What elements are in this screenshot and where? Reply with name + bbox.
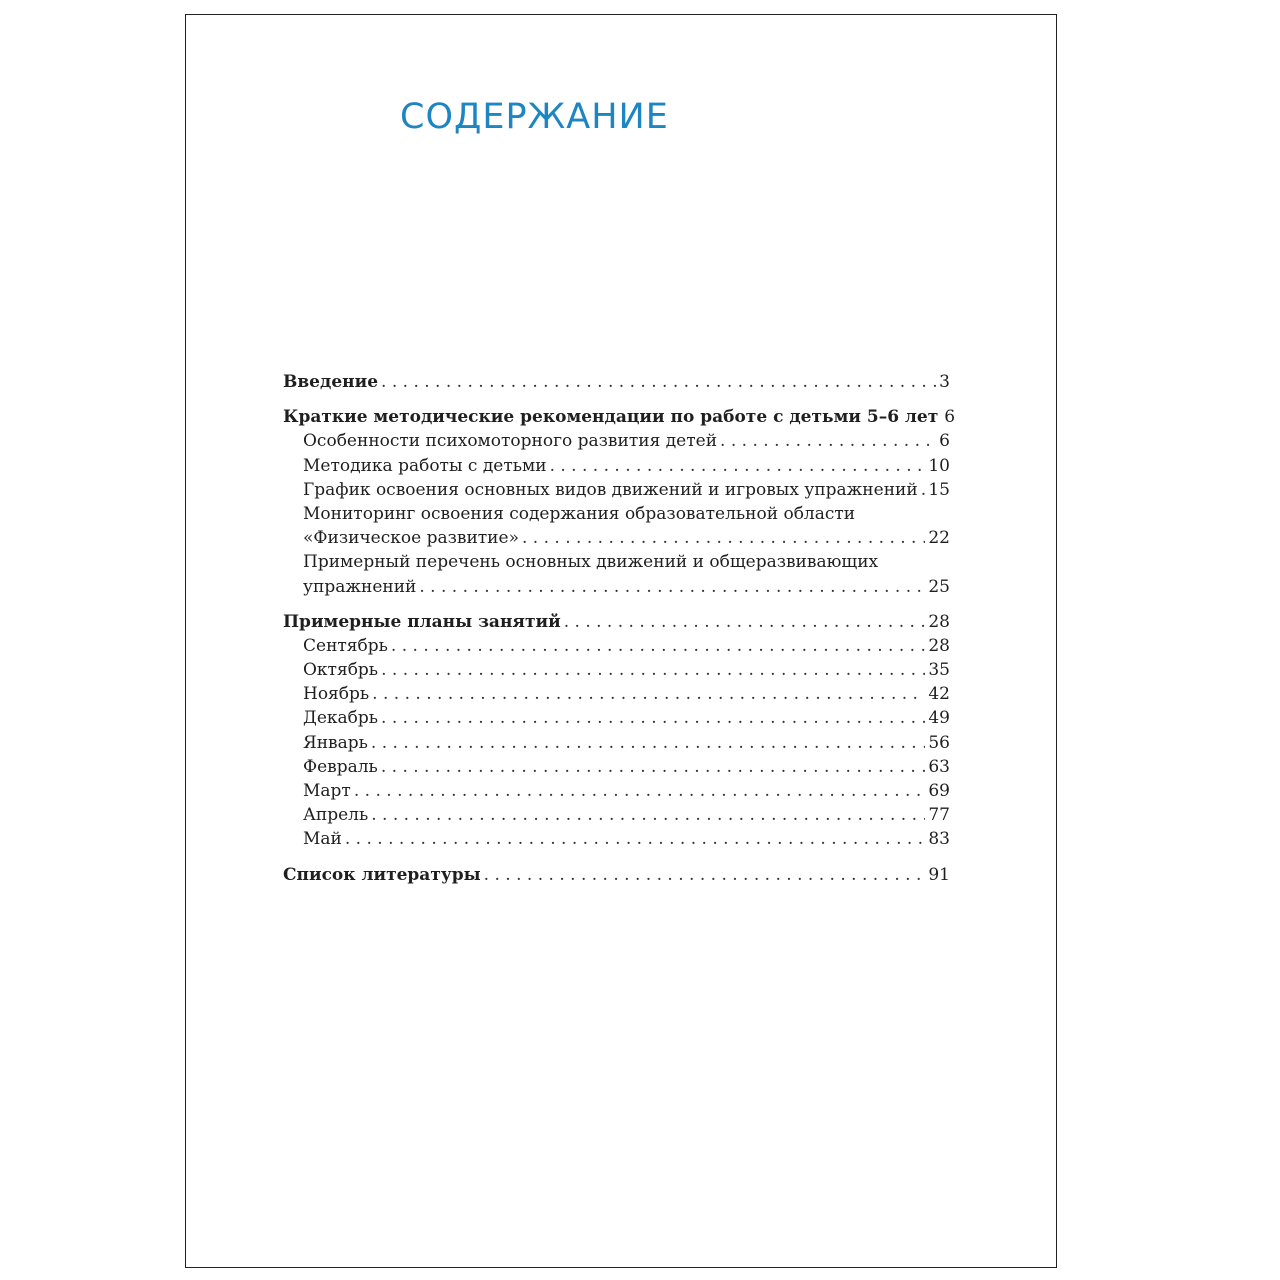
toc-entry-january[interactable] [283,731,950,755]
toc-entry-october[interactable] [283,658,950,682]
toc-entry-december[interactable] [283,706,950,730]
toc-entry-title: Особенности психомоторного развития детей [303,431,718,452]
toc-entry-may[interactable] [283,827,950,851]
toc-entry-title: Введение [283,372,379,392]
toc-entry-title: упражнений [303,576,417,597]
toc-entry-title: Примерные планы занятий [283,611,561,632]
toc-entry-title: Список литературы [283,864,481,885]
toc-leader-dots [419,575,925,599]
toc-entry-page: 42 [928,684,950,705]
toc-leader-dots [921,478,926,502]
toc-leader-dots [484,863,926,887]
toc-entry-title: Октябрь [303,660,379,681]
table-of-contents [283,370,956,887]
toc-leader-dots [381,755,926,779]
toc-entry-title: Декабрь [303,708,379,729]
toc-entry-page: 83 [928,829,950,850]
toc-leader-dots [720,429,936,453]
toc-leader-dots [354,779,926,803]
toc-entry-page: 49 [928,708,950,729]
toc-leader-dots [381,658,925,682]
toc-entry-title: «Физическое развитие» [303,528,519,549]
toc-entry-page: 63 [928,756,950,777]
toc-entry-page: 28 [928,635,950,656]
toc-entry-title: Краткие методические рекомендации по работе с детьми 5–6 лет [283,407,939,428]
toc-entry-title: Январь [303,732,368,753]
toc-entry-title: Мониторинг освоения содержания образовательной области [303,503,856,524]
toc-entry-movements-line1[interactable] [283,550,950,574]
toc-entry-page: 22 [928,528,950,549]
toc-entry-title: Примерный перечень основных движений и общеразвивающих [303,552,879,573]
toc-entry-page: 28 [928,611,950,632]
toc-entry-page: 69 [928,781,950,801]
toc-entry-title: Май [303,829,342,850]
toc-entry-monitoring-line1[interactable] [283,502,950,526]
toc-entry-title: Февраль [303,756,378,777]
toc-entry-psychomotor[interactable] [283,429,950,453]
toc-entry-page: 6 [944,407,956,428]
toc-leader-dots [550,454,926,478]
toc-entry-february[interactable] [283,755,950,779]
toc-entry-november[interactable] [283,682,950,706]
toc-leader-dots [381,370,936,394]
toc-leader-dots [371,731,925,755]
toc-entry-title: Методика работы с детьми [303,455,547,476]
toc-entry-title: График освоения основных видов движений и игровых упражнений [303,479,918,500]
toc-entry-page: 35 [928,660,950,681]
toc-entry-movements-line2[interactable] [283,575,950,599]
toc-entry-page: 25 [928,576,950,597]
toc-entry-september[interactable] [283,634,950,658]
toc-entry-introduction[interactable] [283,370,950,394]
toc-entry-page: 6 [939,431,950,452]
toc-entry-schedule[interactable] [283,478,950,502]
toc-leader-dots [372,682,925,706]
toc-entry-title: Сентябрь [303,635,388,656]
toc-entry-monitoring-line2[interactable] [283,526,950,550]
toc-entry-page: 10 [928,455,950,476]
page-title: СОДЕРЖАНИЕ [400,97,669,137]
toc-entry-bibliography[interactable] [283,863,950,887]
toc-entry-march[interactable] [283,779,950,803]
toc-leader-dots [391,634,925,658]
toc-leader-dots [371,803,925,827]
toc-entry-page: 91 [928,864,950,885]
toc-leader-dots [381,706,925,730]
toc-entry-title: Апрель [303,805,369,826]
toc-entry-page: 56 [928,732,950,753]
toc-entry-title: Ноябрь [303,684,370,705]
toc-entry-page: 77 [928,805,950,826]
toc-leader-dots [345,827,925,851]
toc-leader-dots [564,610,926,634]
toc-entry-methodology[interactable] [283,454,950,478]
toc-entry-page: 15 [928,479,950,500]
toc-entry-april[interactable] [283,803,950,827]
toc-entry-lesson-plans[interactable] [283,610,950,634]
toc-leader-dots [522,526,925,550]
toc-entry-recommendations[interactable] [283,405,956,429]
toc-entry-title: Март [303,781,351,801]
toc-entry-page: 3 [939,372,950,392]
